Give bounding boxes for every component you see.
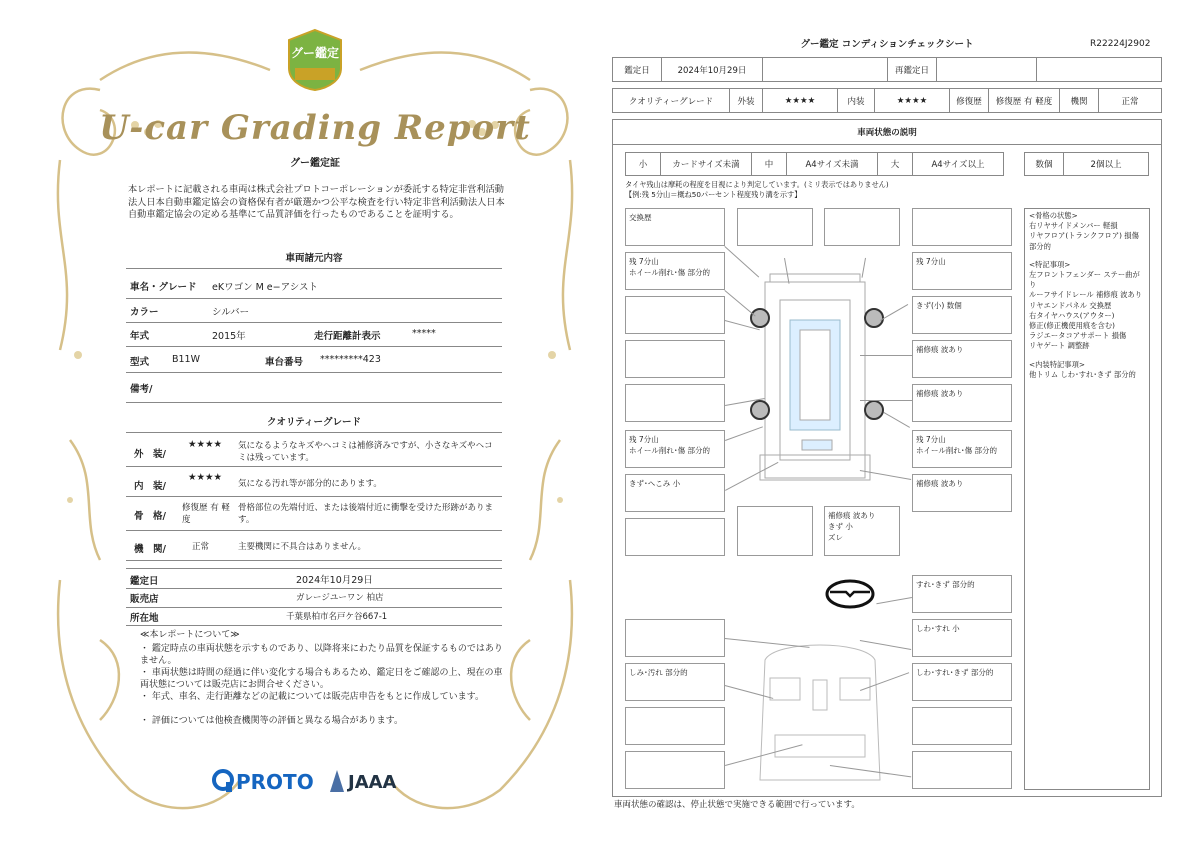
- certificate-subtitle: グー鑑定証: [290, 158, 340, 169]
- sheet-ext-label: 外装: [729, 88, 763, 113]
- chassis-value: *********423: [320, 354, 381, 365]
- sheet-date-value: 2024年10月29日: [661, 57, 763, 82]
- sheet-repair-value: 修復歴 有 軽度: [988, 88, 1060, 113]
- box-top-3: [824, 208, 900, 246]
- box-int-right-4: [912, 751, 1012, 789]
- box-right-scratch: きず(小) 数個: [912, 296, 1012, 334]
- note-1: ・ 鑑定時点の車両状態を示すものであり、以降将来にわたり品質を保証するものではありません。: [140, 644, 503, 666]
- box-front-left-tire: 残 7分山 ホイール削れ･傷 部分的: [625, 252, 725, 290]
- engine-desc: 主要機関に不具合はありません。: [238, 542, 367, 552]
- redate-label: 再鑑定日: [887, 57, 937, 82]
- sheet-int-stars: ★★★★: [874, 88, 950, 113]
- note-2: ・ 車両状態は時間の経過に伴い変化する場合もあるため、鑑定日をご確認の上、現在の車両状態については販売店にお問合せください。: [140, 668, 503, 690]
- size-small-desc: カードサイズ未満: [660, 152, 752, 176]
- sheet-engine-value: 正常: [1098, 88, 1162, 113]
- frame-value: 修復歴 有 軽度: [182, 503, 230, 525]
- box-front-right-tire: 残 7分山: [912, 252, 1012, 290]
- box-int-left-4: [625, 751, 725, 789]
- box-right-repair-2: 補修痕 波あり: [912, 384, 1012, 422]
- state-heading: 車両状態の説明: [612, 119, 1162, 145]
- quality-heading: クオリティーグレード: [266, 417, 362, 428]
- frame-desc: 骨格部位の先端付近、または後端付近に衝撃を受けた形跡があります。: [238, 503, 494, 525]
- model-value: B11W: [172, 354, 200, 365]
- qg-label: クオリティーグレード: [612, 88, 730, 113]
- size-small: 小: [625, 152, 661, 176]
- sheet-int-label: 内装: [837, 88, 875, 113]
- box-left-3: [625, 296, 725, 334]
- name-value: eKワゴン M e−アシスト: [212, 282, 318, 293]
- box-int-left-1: [625, 619, 725, 657]
- jaaa-logo: JAAA: [348, 772, 397, 793]
- frame-label: 骨 格/: [134, 511, 166, 522]
- exterior-stars: ★★★★: [188, 439, 223, 450]
- box-seat-1: しわ･すれ 小: [912, 619, 1012, 657]
- box-seat-2: しわ･すれ･きず 部分的: [912, 663, 1012, 701]
- certificate-intro: 本レポートに記載される車両は株式会社プロトコーポレーションが委託する特定非営利活動法人日本自動車鑑定協会の資格保有者が厳選かつ公平な検査を行い特定非営利活動法人日本自動車鑑定協会の定める基準にて品質評価を行ったものであることを証明する。: [128, 184, 505, 220]
- ref-number: R22224J2902: [1090, 39, 1151, 49]
- box-bottom-1: [737, 506, 813, 556]
- sheet-repair-label: 修復歴: [949, 88, 989, 113]
- sheet-date-label: 鑑定日: [612, 57, 662, 82]
- box-left-8: [625, 518, 725, 556]
- box-top-2: [737, 208, 813, 246]
- side-notes: <骨格の状態> 右リヤサイドメンバー 軽損 リヤフロア(トランクフロア) 損傷 部分的 <特記事項> 左フロントフェンダー ステー曲がり ルーフサイドレール 補修痕 波あり リヤエンドパネル 交換歴 右タイヤハウス(アウター) 修正(修正機使用痕を含む) ラジエータコアサポート 損傷 リヤゲート 調整跡 <内装特記事項> 他トリム しわ･すれ･きず 部分的: [1024, 208, 1150, 790]
- box-rear-left-tire: 残 7分山 ホイール削れ･傷 部分的: [625, 430, 725, 468]
- note-4: ・ 評価については他検査機関等の評価と異なる場合があります。: [140, 716, 403, 726]
- count-value: 2個以上: [1063, 152, 1149, 176]
- mileage-label: 走行距離計表示: [314, 331, 381, 342]
- box-right-1: [912, 208, 1012, 246]
- interior-label: 内 装/: [134, 481, 166, 492]
- addr-label: 所在地: [130, 613, 159, 624]
- notes-heading: ≪本レポートについて≫: [140, 630, 240, 640]
- box-int-left-3: [625, 707, 725, 745]
- box-steering: すれ･きず 部分的: [912, 575, 1012, 613]
- shop-label: 販売店: [130, 594, 159, 605]
- box-left-scratch: きず･へこみ 小: [625, 474, 725, 512]
- interior-stars: ★★★★: [188, 472, 223, 483]
- tire-note-1: タイヤ残山は摩耗の程度を目視により判定しています。(ミリ表示ではありません): [625, 180, 889, 189]
- engine-label: 機 関/: [134, 544, 166, 555]
- box-rear-right-tire: 残 7分山 ホイール削れ･傷 部分的: [912, 430, 1012, 468]
- engine-value: 正常: [192, 542, 210, 552]
- size-large-desc: A4サイズ以上: [912, 152, 1004, 176]
- jaaa-logo-icon: [328, 768, 346, 794]
- date-label: 鑑定日: [130, 576, 159, 587]
- box-right-repair-1: 補修痕 波あり: [912, 340, 1012, 378]
- steering-wheel-icon: [824, 578, 876, 610]
- color-value: シルバー: [212, 307, 250, 318]
- shop-value: ガレージユーワン 柏店: [296, 593, 384, 603]
- box-exchange: 交換歴: [625, 208, 725, 246]
- note-3: ・ 年式、車名、走行距離などの記載については販売店申告をもとに作成しています。: [140, 692, 484, 702]
- interior-diagram-icon: [755, 640, 885, 790]
- box-left-4: [625, 340, 725, 378]
- year-value: 2015年: [212, 331, 246, 342]
- proto-logo-icon: [212, 768, 234, 794]
- box-left-5: [625, 384, 725, 422]
- grading-certificate: [40, 20, 590, 830]
- addr-value: 千葉県柏市名戸ケ谷667-1: [286, 612, 388, 622]
- count-label: 数個: [1024, 152, 1064, 176]
- tire-note-2: 【例:残 5分山＝概ね50パーセント程度残り溝を示す】: [625, 190, 802, 199]
- car-top-view-icon: [730, 260, 900, 500]
- sheet-title: グー鑑定 コンディションチェックシート: [800, 39, 974, 50]
- interior-desc: 気になる汚れ等が部分的にあります。: [238, 479, 382, 489]
- badge-text: グー鑑定: [290, 46, 339, 60]
- certificate-title: U-car Grading Report: [99, 108, 531, 148]
- spec-heading: 車両諸元内容: [285, 253, 343, 264]
- exterior-label: 外 装/: [134, 449, 166, 460]
- proto-logo: PROTO: [236, 770, 314, 794]
- box-stain: しみ･汚れ 部分的: [625, 663, 725, 701]
- chassis-label: 車台番号: [265, 357, 304, 368]
- sheet-engine-label: 機関: [1059, 88, 1099, 113]
- sheet-ext-stars: ★★★★: [762, 88, 838, 113]
- size-large: 大: [877, 152, 913, 176]
- box-right-repair-3: 補修痕 波あり: [912, 474, 1012, 512]
- exterior-desc: 気になるようなキズやヘコミは補修済みですが、小さなキズやヘコミは残っています。: [238, 441, 493, 463]
- year-label: 年式: [130, 331, 150, 342]
- box-int-right-3: [912, 707, 1012, 745]
- sheet-footer: 車両状態の確認は、停止状態で実施できる範囲で行っています。: [614, 800, 860, 810]
- mileage-value: *****: [412, 328, 436, 339]
- size-mid-desc: A4サイズ未満: [786, 152, 878, 176]
- remarks-label: 備考/: [130, 384, 153, 395]
- color-label: カラー: [130, 307, 159, 318]
- name-label: 車名・グレード: [130, 282, 197, 293]
- model-label: 型式: [130, 357, 150, 368]
- size-mid: 中: [751, 152, 787, 176]
- box-rear-panel: 補修痕 波あり きず 小 ズレ: [824, 506, 900, 556]
- date-value: 2024年10月29日: [296, 575, 373, 586]
